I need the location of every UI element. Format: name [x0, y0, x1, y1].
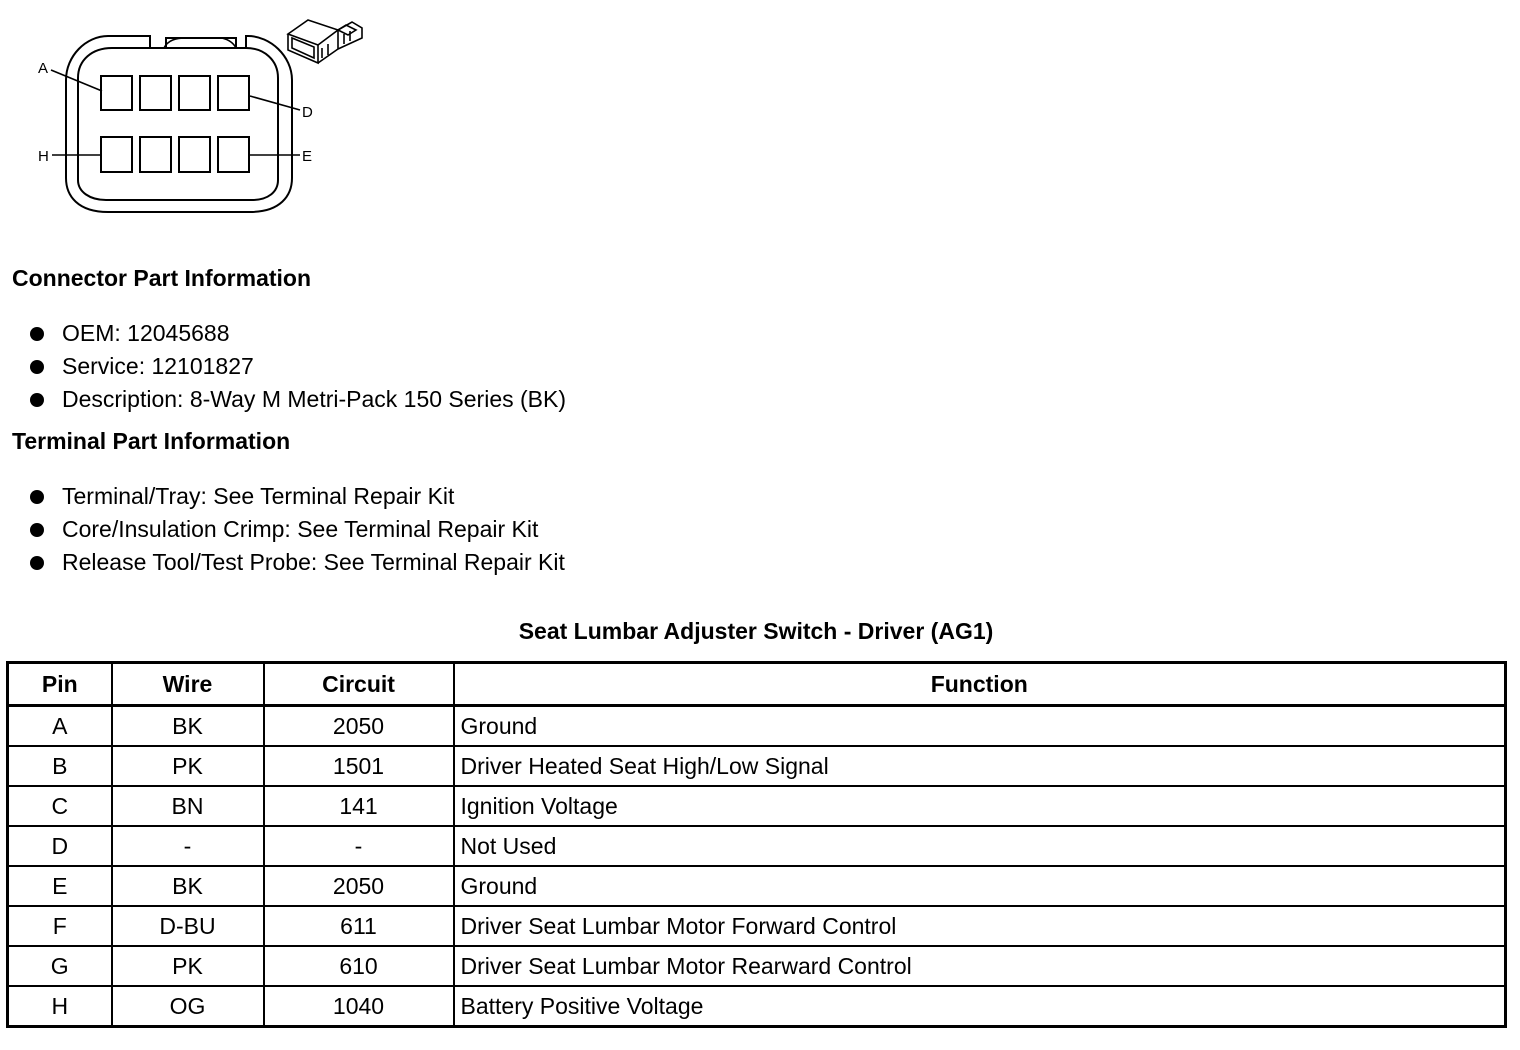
pin-label-d: D [302, 104, 313, 121]
terminal-cavity [101, 137, 132, 172]
cell-pin: C [8, 786, 112, 826]
cell-function: Ignition Voltage [454, 786, 1506, 826]
connector-isometric-icon [288, 20, 362, 63]
cell-pin: G [8, 946, 112, 986]
cell-circuit: 610 [264, 946, 454, 986]
connector-latch [164, 38, 236, 48]
cell-wire: BK [112, 706, 264, 747]
cell-pin: H [8, 986, 112, 1027]
cell-pin: B [8, 746, 112, 786]
terminal-cavity [179, 137, 210, 172]
cell-wire: OG [112, 986, 264, 1027]
table-row [8, 826, 1506, 866]
cell-function: Ground [454, 706, 1506, 747]
terminal-cavity [101, 76, 132, 110]
connector-description-item: Description: 8-Way M Metri-Pack 150 Series (BK) [30, 383, 566, 416]
cell-circuit: 1040 [264, 986, 454, 1027]
cell-pin: A [8, 706, 112, 747]
cell-wire: BK [112, 866, 264, 906]
cell-function: Driver Seat Lumbar Motor Forward Control [454, 906, 1506, 946]
cell-wire: - [112, 826, 264, 866]
cell-circuit: 611 [264, 906, 454, 946]
pinout-table-title: Seat Lumbar Adjuster Switch - Driver (AG1) [518, 618, 994, 644]
table-row [8, 866, 1506, 906]
col-header-wire: Wire [112, 663, 264, 706]
cell-wire: BN [112, 786, 264, 826]
connector-housing-outline [66, 36, 292, 212]
pinout-table [6, 661, 1507, 1028]
col-header-circuit: Circuit [264, 663, 454, 706]
connector-part-info-list [30, 317, 566, 416]
table-row [8, 786, 1506, 826]
terminal-part-info-list [30, 480, 565, 579]
terminal-cavity [218, 137, 249, 172]
cell-wire: PK [112, 746, 264, 786]
terminal-row-bottom [101, 137, 249, 172]
col-header-function: Function [454, 663, 1506, 706]
table-row [8, 746, 1506, 786]
terminal-cavity [140, 137, 171, 172]
cell-function: Driver Heated Seat High/Low Signal [454, 746, 1506, 786]
pin-label-a: A [38, 60, 49, 77]
connector-face-diagram [0, 0, 380, 225]
cell-function: Battery Positive Voltage [454, 986, 1506, 1027]
connector-part-info-heading: Connector Part Information [12, 265, 312, 291]
cell-circuit: - [264, 826, 454, 866]
cell-function: Ground [454, 866, 1506, 906]
table-row [8, 706, 1506, 747]
cell-pin: D [8, 826, 112, 866]
terminal-cavity [218, 76, 249, 110]
pin-label-e: E [302, 148, 313, 165]
connector-cavity-outline [78, 48, 278, 200]
leader-line-a [51, 70, 102, 91]
cell-function: Driver Seat Lumbar Motor Rearward Control [454, 946, 1506, 986]
terminal-part-info-heading: Terminal Part Information [12, 428, 291, 454]
cell-wire: PK [112, 946, 264, 986]
cell-circuit: 141 [264, 786, 454, 826]
connector-oem-item: OEM: 12045688 [30, 317, 566, 350]
pin-label-h: H [38, 148, 49, 165]
cell-circuit: 1501 [264, 746, 454, 786]
terminal-tray-item: Terminal/Tray: See Terminal Repair Kit [30, 480, 565, 513]
cell-circuit: 2050 [264, 706, 454, 747]
cell-wire: D-BU [112, 906, 264, 946]
connector-service-item: Service: 12101827 [30, 350, 566, 383]
cell-pin: E [8, 866, 112, 906]
cell-function: Not Used [454, 826, 1506, 866]
terminal-cavity [179, 76, 210, 110]
table-row [8, 906, 1506, 946]
terminal-cavity [140, 76, 171, 110]
terminal-crimp-item: Core/Insulation Crimp: See Terminal Repair Kit [30, 513, 565, 546]
terminal-row-top [101, 76, 249, 110]
cell-circuit: 2050 [264, 866, 454, 906]
table-row [8, 946, 1506, 986]
cell-pin: F [8, 906, 112, 946]
col-header-pin: Pin [8, 663, 112, 706]
table-header-row [8, 663, 1506, 706]
terminal-release-tool-item: Release Tool/Test Probe: See Terminal Repair Kit [30, 546, 565, 579]
table-row [8, 986, 1506, 1027]
